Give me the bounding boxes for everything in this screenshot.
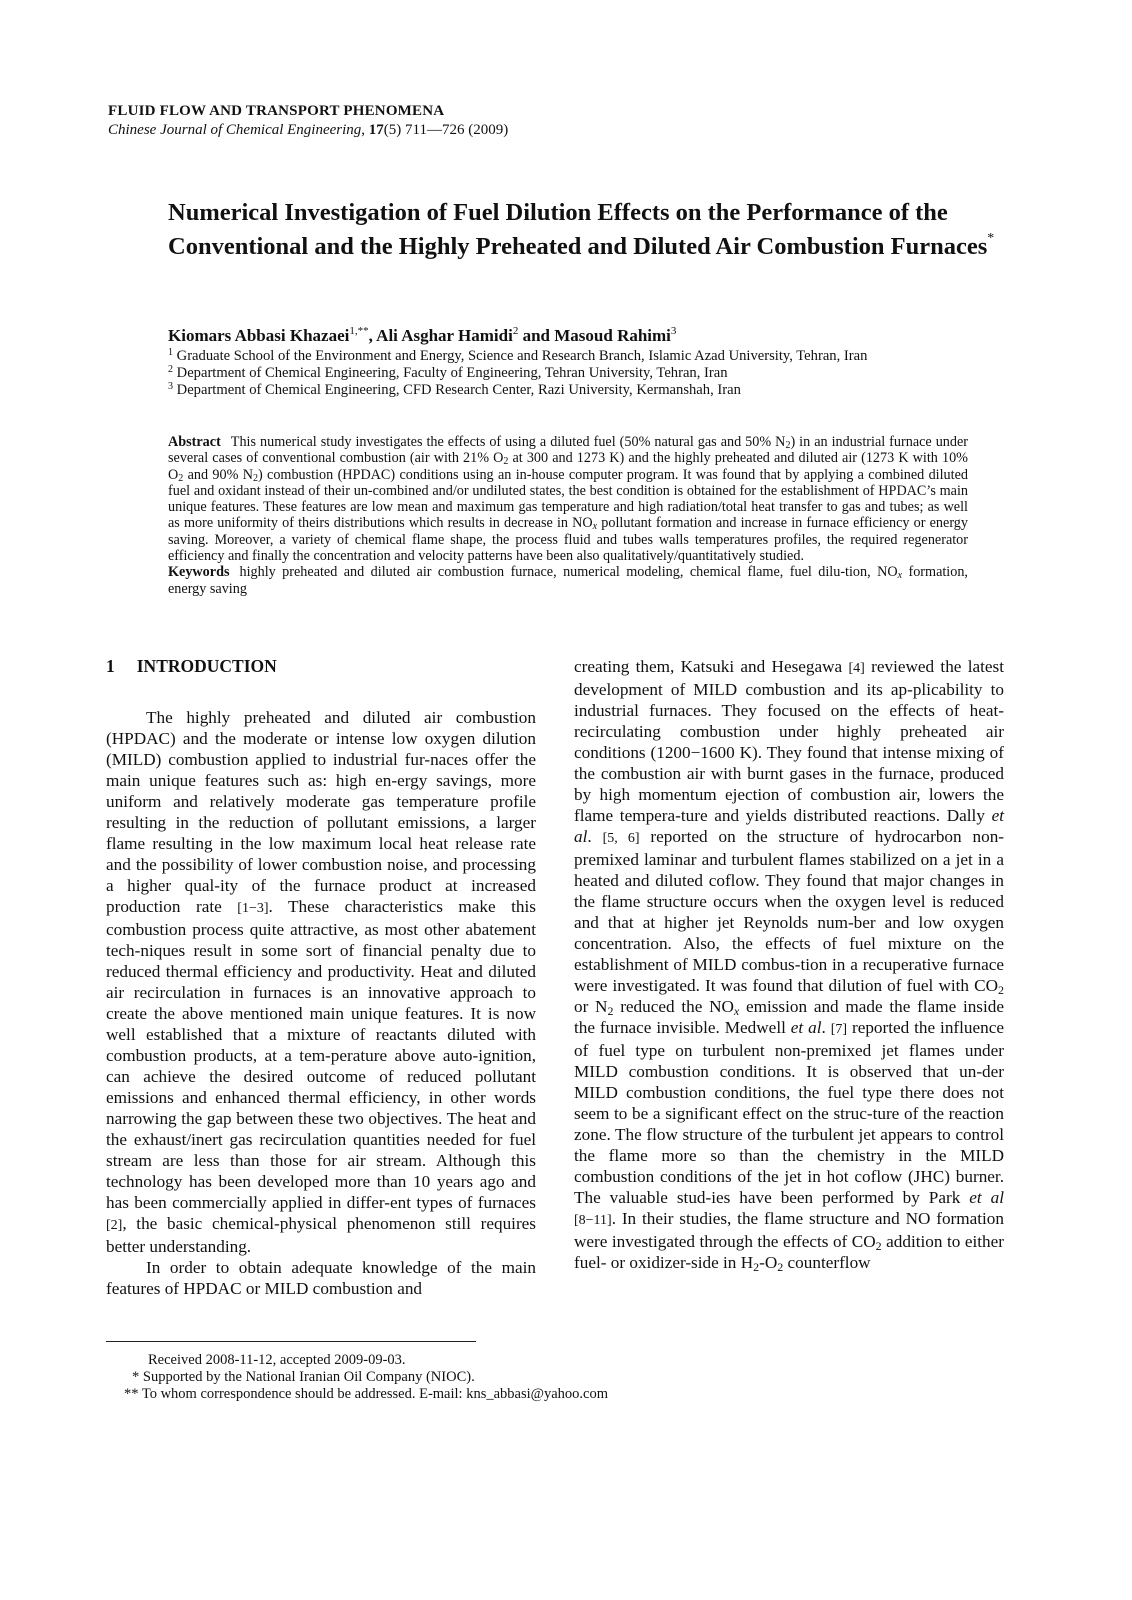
affiliation-1 <box>168 348 1008 365</box>
citation-ref: [5, 6] <box>602 831 640 846</box>
abstract-text: at 300 and 1273 K) and the highly preheated and diluted air (1273 K with 10% O <box>168 450 968 483</box>
journal-volume: 17 <box>368 122 384 138</box>
journal-name: Chinese Journal of Chemical Engineering <box>108 122 362 138</box>
body-text: creating them, Katsuki and Hesegawa <box>574 657 849 676</box>
abstract <box>168 434 968 597</box>
author-1-affiliation: 1,** <box>349 325 369 337</box>
subscript: 2 <box>998 983 1004 997</box>
subscript: 2 <box>785 440 791 451</box>
journal-issue-pages: (5) 711—726 (2009) <box>383 122 509 138</box>
et-al: et al <box>790 1018 822 1037</box>
keywords <box>168 564 968 597</box>
body-text: reduced the NO <box>613 997 734 1016</box>
affiliations <box>168 348 1008 399</box>
body-text: , the basic chemical-physical phenomenon still requires better understanding. <box>106 1214 536 1256</box>
body-text: In order to obtain adequate knowledge of the main features of HPDAC or MILD combustion and <box>106 1258 536 1298</box>
left-column <box>106 656 536 1299</box>
author-2-affiliation: 2 <box>512 325 519 337</box>
title-block <box>168 196 1008 264</box>
body-text: reported the influence of fuel type on turbulent non-premixed jet flames under MILD combustion conditions. It is observed that un-der MILD combustion conditions, the fuel type there does not seem to be a significant effect on the struc-ture of the reaction zone. The flow structure of the turbulent jet appears to control the flame more so than the chemistry in the MILD combustion conditions of the jet in hot coflow (JHC) burner. The valuable stud-ies have been performed by Park <box>574 1018 1005 1207</box>
subscript: 2 <box>178 472 184 484</box>
body-text: . <box>587 827 603 846</box>
journal-header <box>108 102 1028 140</box>
paper-title-text: Numerical Investigation of Fuel Dilution Effects on the Performance of the Conventional and the Highly Preheated and Diluted Air Combustion Furnaces <box>168 199 988 260</box>
affiliation-text: Graduate School of the Environment and Energy, Science and Research Branch, Islamic Azad University, Tehran, Iran <box>176 348 868 364</box>
section-name: FLUID FLOW AND TRANSPORT PHENOMENA <box>108 103 445 119</box>
body-text: . These characteristics make this combustion process quite attractive, as most other abatement tech-niques result in some sort of financial penalty due to reduced thermal efficiency and productivity. Heat and diluted air recirculation in furnaces is an innovative approach to create the above mentioned main unique features. It is now well established that a mixture of reactants diluted with combustion products, at a tem-perature above auto-ignition, can achieve the desired outcome of reduced pollutant emissions and enhanced thermal efficiency, in other words narrowing the gap between these two objectives. The heat and the exhaust/inert gas recirculation quantities needed for fuel stream are less than those for air stream. Although this technology has been developed more than 10 years ago and has been commercially applied in differ-ent types of furnaces <box>106 897 536 1212</box>
abstract-label: Abstract <box>168 434 221 450</box>
affiliation-number: 2 <box>168 364 173 375</box>
body-text: or N <box>574 997 608 1016</box>
abstract-body <box>168 434 968 564</box>
footnote-support: * Supported by the National Iranian Oil Company (NIOC). <box>132 1369 475 1385</box>
citation-ref: [1−3] <box>237 901 269 916</box>
body-text: addition to either fuel- or oxidizer-side in H <box>574 1232 1004 1272</box>
abstract-text: pollutant formation and increase in furnace efficiency or energy saving. Moreover, a variety of chemical flame shape, the process fluid and tubes walls temperatures profiles, the required regenerator efficiency and finally the concentration and velocity patterns have been also qualitatively/quantitatively studied. <box>168 515 968 565</box>
footnotes <box>106 1352 806 1403</box>
footnote-divider <box>106 1341 476 1342</box>
journal-citation: Chinese Journal of Chemical Engineering, 17(5) 711—726 (2009) <box>108 122 509 138</box>
subscript: 2 <box>503 456 509 468</box>
author-list <box>168 326 1008 346</box>
citation-ref: [2] <box>106 1218 123 1233</box>
body-text: . <box>821 1018 831 1037</box>
subscript: x <box>592 521 598 533</box>
subscript: 2 <box>252 472 258 484</box>
citation-ref: [7] <box>830 1022 848 1037</box>
subscript: x <box>733 1004 740 1018</box>
author-3-affiliation: 3 <box>670 325 677 337</box>
paragraph <box>106 707 536 1257</box>
author-2: Ali Asghar Hamidi <box>376 326 513 345</box>
author-separator: , <box>368 326 377 345</box>
affiliation-number: 3 <box>168 381 173 392</box>
citation-ref: [8−11] <box>574 1213 612 1228</box>
affiliation-2 <box>168 365 1008 382</box>
paragraph <box>106 1257 536 1299</box>
abstract-text: ) in an industrial furnace under several cases of conventional combustion (air with 21% O <box>168 434 969 467</box>
abstract-text: ) combustion (HPDAC) conditions using an in-house computer program. It was found that by applying a combined diluted fuel and oxidant instead of their un-combined and/or undiluted states, the best condition is obtained for the establishment of HPDAC’s main unique features. These features are low mean and maximum gas temperature and high radiation/total heat transfer to gas and tubes; as well as more uniformity of theirs distributions which results in decrease in NO <box>168 466 968 532</box>
body-text: reviewed the latest development of MILD combustion and its ap-plicability to industrial furnaces. They focused on the effects of heat-recirculating combustion under highly preheated air conditions (1200−1600 K). They found that intense mixing of the combustion air with burnt gases in the furnace, produced by high momentum ejection of combustion air, lowers the flame tempera-ture and yields distributed reactions. Dally <box>574 657 1004 825</box>
section-title: INTRODUCTION <box>136 656 277 676</box>
citation-ref: [4] <box>848 661 865 676</box>
footnote-received: Received 2008-11-12, accepted 2009-09-03. <box>148 1352 406 1368</box>
keywords-label: Keywords <box>168 564 230 581</box>
keywords-text: highly preheated and diluted air combustion furnace, numerical modeling, chemical flame, fuel dilu-tion, NO <box>239 564 898 581</box>
affiliation-text: Department of Chemical Engineering, Faculty of Engineering, Tehran University, Tehran, Iran <box>176 365 728 381</box>
author-1: Kiomars Abbasi Khazaei <box>168 326 350 345</box>
et-al: et al <box>574 806 1004 846</box>
subscript: 2 <box>777 1260 784 1274</box>
body-text: reported on the structure of hydrocarbon non-premixed laminar and turbulent flames stabilized on a jet in a heated and diluted coflow. They found that major changes in the flame structure occurs when the oxygen level is reduced and that at higher jet Reynolds num-ber and low oxygen concentration. Also, the effects of fuel mixture on the establishment of MILD combus-tion in a recuperative furnace were investigated. It was found that dilution of fuel with CO <box>574 827 1005 995</box>
paper-title <box>168 196 1008 264</box>
body-text: . In their studies, the flame structure and NO formation were investigated through the effects of CO <box>574 1209 1004 1251</box>
subscript: 2 <box>607 1004 614 1018</box>
affiliation-text: Department of Chemical Engineering, CFD Research Center, Razi University, Kermanshah, Iran <box>176 382 741 398</box>
subscript: x <box>897 570 903 582</box>
body-text: -O <box>759 1253 778 1272</box>
paragraph <box>574 656 1004 1273</box>
affiliation-number: 1 <box>168 347 173 358</box>
body-text: counterflow <box>783 1253 871 1272</box>
body-text: emission and made the flame inside the furnace invisible. Medwell <box>574 997 1004 1037</box>
subscript: 2 <box>875 1239 882 1253</box>
section-number: 1 <box>106 656 115 676</box>
body-text: The highly preheated and diluted air combustion (HPDAC) and the moderate or intense low oxygen dilution (MILD) combustion applied to industrial fur-naces offer the main unique features such as: high en-ergy savings, more uniform and relatively moderate gas temperature profile resulting in the reduction of pollutant emissions, a larger flame resulting in the low maximum local heat release rate and the possibility of lower combustion noise, and processing a higher qual-ity of the furnace product at increased production rate <box>106 708 536 916</box>
affiliation-3 <box>168 382 1008 399</box>
abstract-text: and 90% N <box>183 466 253 483</box>
author-3: Masoud Rahimi <box>554 326 671 345</box>
section-heading <box>106 656 536 677</box>
title-footnote-mark: * <box>987 231 995 246</box>
author-separator: and <box>518 326 555 345</box>
right-column <box>574 656 1004 1273</box>
keywords-text: formation, energy saving <box>168 564 968 597</box>
subscript: 2 <box>753 1260 760 1274</box>
et-al: et al <box>969 1188 1004 1207</box>
abstract-text: This numerical study investigates the effects of using a diluted fuel (50% natural gas and 50% N <box>230 434 786 450</box>
footnote-correspondence: ** To whom correspondence should be addressed. E-mail: kns_abbasi@yahoo.com <box>124 1386 609 1402</box>
